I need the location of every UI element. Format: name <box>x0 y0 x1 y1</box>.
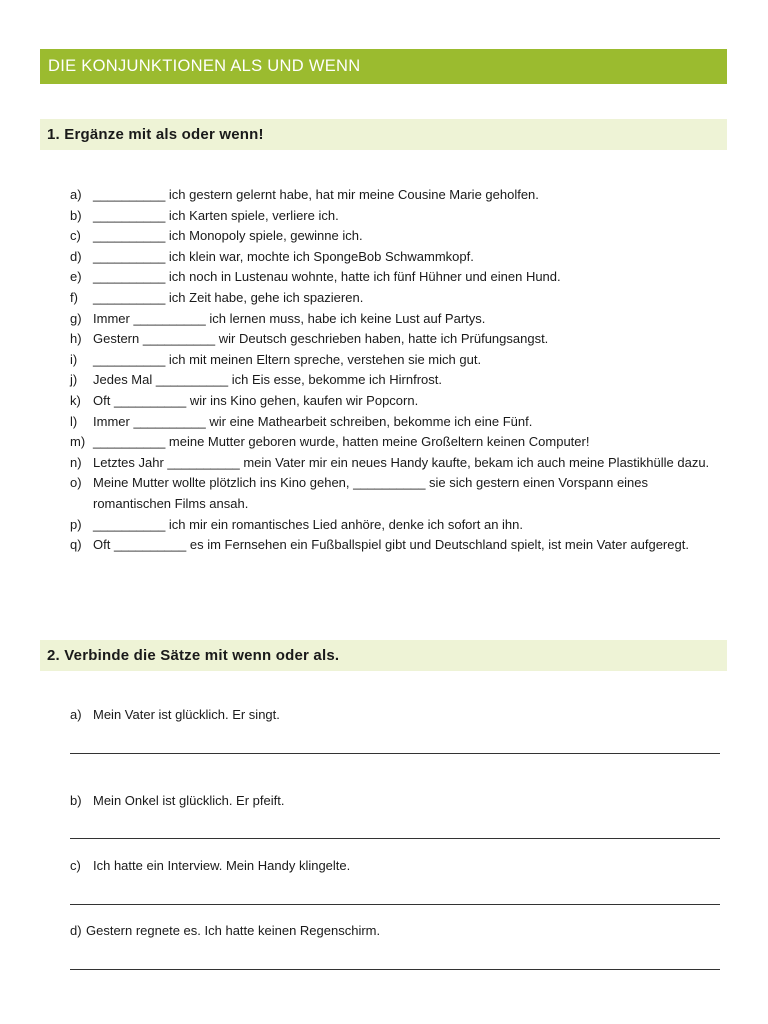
item-label: n) <box>70 454 82 470</box>
item-label: j) <box>70 372 78 388</box>
item-text: Immer __________ ich lernen muss, habe ich keine Lust auf Partys. <box>93 310 486 326</box>
exercise-2-item-c <box>70 858 720 873</box>
exercise-1-item-p <box>70 515 710 536</box>
answer-line-b[interactable] <box>70 838 720 839</box>
exercise-2-item-d <box>70 923 720 938</box>
exercise-1-item-h <box>70 329 710 350</box>
exercise-1-item-i <box>70 350 710 371</box>
item-label: f) <box>70 289 78 305</box>
item-label: p) <box>70 516 82 532</box>
item-text: __________ ich mit meinen Eltern spreche, verstehen sie mich gut. <box>93 351 482 367</box>
item-text: __________ ich noch in Lustenau wohnte, hatte ich fünf Hühner und einen Hund. <box>93 269 561 285</box>
item-text: __________ meine Mutter geboren wurde, hatten meine Großeltern keinen Computer! <box>93 434 590 450</box>
item-label: k) <box>70 392 81 408</box>
section-2-heading: 2. Verbinde die Sätze mit wenn oder als. <box>40 640 727 671</box>
item-label: c) <box>70 228 81 244</box>
item-text: __________ ich mir ein romantisches Lied anhöre, denke ich sofort an ihn. <box>93 516 523 532</box>
item-text: Mein Onkel ist glücklich. Er pfeift. <box>93 793 285 808</box>
exercise-1-item-m <box>70 432 710 453</box>
exercise-1-item-j <box>70 370 710 391</box>
item-text: __________ ich Monopoly spiele, gewinne ich. <box>93 228 363 244</box>
exercise-1-item-b <box>70 206 710 227</box>
item-text: __________ ich Zeit habe, gehe ich spazieren. <box>93 289 364 305</box>
item-label: d) <box>70 923 82 938</box>
section-1-heading: 1. Ergänze mit als oder wenn! <box>40 119 727 150</box>
worksheet-title: DIE KONJUNKTIONEN ALS UND WENN <box>40 49 727 84</box>
exercise-1-item-f <box>70 288 710 309</box>
item-text: __________ ich klein war, mochte ich SpongeBob Schwammkopf. <box>93 248 474 264</box>
exercise-1-item-c <box>70 226 710 247</box>
item-text: Mein Vater ist glücklich. Er singt. <box>93 707 280 722</box>
exercise-1-item-k <box>70 391 710 412</box>
item-text: Letztes Jahr __________ mein Vater mir ein neues Handy kaufte, bekam ich auch meine Plastikhülle dazu. <box>93 454 710 470</box>
item-label: b) <box>70 207 82 223</box>
item-label: q) <box>70 537 82 553</box>
exercise-1-item-q <box>70 535 710 556</box>
exercise-1-item-g <box>70 309 710 330</box>
exercise-1-item-a <box>70 185 710 206</box>
item-label: g) <box>70 310 82 326</box>
exercise-1-item-o <box>70 473 710 514</box>
item-label: e) <box>70 269 82 285</box>
item-label: i) <box>70 351 78 367</box>
item-label: m) <box>70 434 86 450</box>
item-text: Oft __________ es im Fernsehen ein Fußballspiel gibt und Deutschland spielt, ist mein Vater aufgeregt. <box>93 537 689 553</box>
item-text: Gestern regnete es. Ich hatte keinen Regenschirm. <box>86 923 381 938</box>
item-text: __________ ich gestern gelernt habe, hat mir meine Cousine Marie geholfen. <box>93 187 539 202</box>
exercise-1-item-d <box>70 247 710 268</box>
exercise-1-item-e <box>70 267 710 288</box>
item-text: __________ ich Karten spiele, verliere ich. <box>93 207 339 223</box>
item-label: c) <box>70 858 81 873</box>
item-text: Ich hatte ein Interview. Mein Handy klingelte. <box>93 858 351 873</box>
exercise-1-item-l <box>70 412 710 433</box>
item-text: Immer __________ wir eine Mathearbeit schreiben, bekomme ich eine Fünf. <box>93 413 533 429</box>
item-label: d) <box>70 248 82 264</box>
item-label: a) <box>70 707 82 722</box>
answer-line-c[interactable] <box>70 904 720 905</box>
item-text: Meine Mutter wollte plötzlich ins Kino gehen, __________ sie sich gestern einen Vorspann eines romantischen Films ansah. <box>93 475 649 511</box>
item-label: a) <box>70 187 82 202</box>
answer-line-d[interactable] <box>70 969 720 970</box>
answer-line-a[interactable] <box>70 753 720 754</box>
exercise-2-item-a <box>70 707 720 722</box>
exercise-1-item-n <box>70 453 710 474</box>
item-text: Jedes Mal __________ ich Eis esse, bekomme ich Hirnfrost. <box>93 372 443 388</box>
item-text: Oft __________ wir ins Kino gehen, kaufen wir Popcorn. <box>93 392 419 408</box>
item-text: Gestern __________ wir Deutsch geschrieben haben, hatte ich Prüfungsangst. <box>93 331 549 347</box>
exercise-2-item-b <box>70 793 720 808</box>
item-label: l) <box>70 413 78 429</box>
item-label: b) <box>70 793 82 808</box>
item-label: h) <box>70 331 82 347</box>
item-label: o) <box>70 475 82 491</box>
exercise-1-list <box>70 185 710 556</box>
